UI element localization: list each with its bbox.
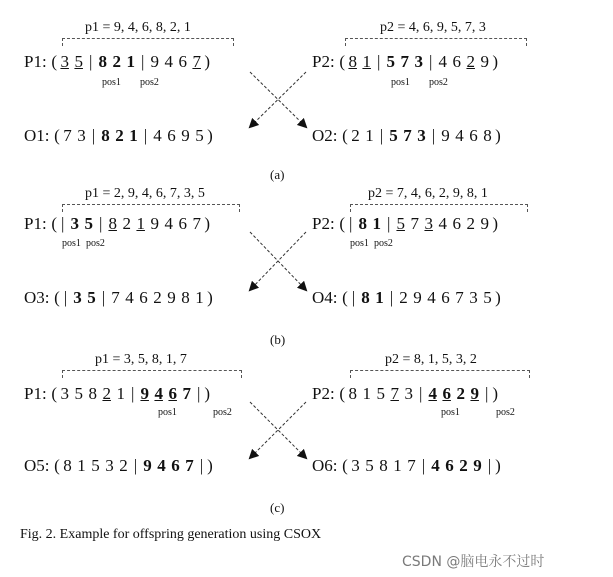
sequence-paren: ): [492, 214, 499, 233]
gene-token: 4: [164, 52, 173, 71]
gene-token: 7: [403, 126, 412, 145]
gene-token: 6: [442, 384, 451, 403]
p2-bracket-a: [345, 38, 527, 46]
gene-token: 7: [400, 52, 409, 71]
gene-token: 2: [112, 52, 121, 71]
cut-point-marker: |: [376, 52, 381, 71]
gene-token: 5: [74, 52, 83, 71]
gene-token: 7: [390, 384, 399, 403]
cut-point-marker: |: [348, 214, 353, 233]
gene-token: 3: [73, 288, 82, 307]
sequence-paren: (: [342, 288, 348, 307]
gene-token: 9: [167, 288, 176, 307]
row-p2-c: [312, 384, 499, 404]
gene-token: 4: [455, 126, 464, 145]
gene-token: 5: [483, 288, 492, 307]
gene-token: 6: [168, 384, 177, 403]
gene-token: 6: [469, 126, 478, 145]
gene-token: 3: [414, 52, 423, 71]
pos2-label-c-p1: pos2: [213, 407, 232, 418]
sequence-label: O6:: [312, 456, 338, 475]
gene-token: 9: [480, 52, 489, 71]
figure-caption: Fig. 2. Example for offspring generation using CSOX: [20, 527, 322, 542]
cut-point-marker: |: [88, 52, 93, 71]
gene-token: 2: [122, 214, 131, 233]
sequence-label: P2:: [312, 384, 335, 403]
sequence-label: P1:: [24, 52, 47, 71]
row-p1-c: [24, 384, 211, 404]
gene-token: 8: [181, 288, 190, 307]
row-p1-a: [24, 52, 211, 72]
cut-point-marker: |: [351, 288, 356, 307]
sequence-paren: ): [495, 126, 501, 145]
pos2-label-a-p1: pos2: [140, 77, 159, 88]
gene-token: 8: [348, 52, 357, 71]
p2-bracket-b: [350, 204, 528, 212]
gene-token: 1: [136, 214, 145, 233]
sequence-paren: ): [204, 52, 211, 71]
pos1-label-c-p2: pos1: [441, 407, 460, 418]
gene-token: 9: [473, 456, 482, 475]
gene-token: 1: [362, 52, 371, 71]
sequence-paren: ): [204, 384, 211, 403]
p1-bracket-a: [62, 38, 234, 46]
gene-token: 8: [101, 126, 110, 145]
gene-token: 8: [98, 52, 107, 71]
gene-token: 9: [150, 52, 159, 71]
sequence-paren: ): [207, 456, 213, 475]
row-o1-a: [24, 126, 214, 146]
gene-token: 3: [404, 384, 413, 403]
cut-point-marker: |: [418, 384, 423, 403]
gene-token: 6: [445, 456, 454, 475]
caption-b: (b): [270, 332, 286, 347]
gene-token: 3: [60, 52, 69, 71]
gene-token: 2: [456, 384, 465, 403]
gene-token: 2: [459, 456, 468, 475]
gene-token: 5: [74, 384, 83, 403]
cut-point-marker: |: [484, 384, 489, 403]
gene-token: 1: [195, 288, 204, 307]
gene-token: 5: [91, 456, 100, 475]
gene-token: 1: [362, 384, 371, 403]
gene-token: 2: [351, 126, 360, 145]
gene-token: 3: [417, 126, 426, 145]
sequence-paren: (: [54, 126, 60, 145]
gene-token: 4: [438, 214, 447, 233]
gene-token: 3: [424, 214, 433, 233]
p1-annotation-c: p1 = 3, 5, 8, 1, 7: [95, 352, 187, 367]
gene-token: 4: [427, 288, 436, 307]
gene-token: 5: [396, 214, 405, 233]
gene-token: 7: [410, 214, 419, 233]
gene-token: 8: [483, 126, 492, 145]
gene-token: 9: [413, 288, 422, 307]
gene-token: 5: [195, 126, 204, 145]
pos1-label-b-p2: pos1: [350, 238, 369, 249]
sequence-paren: ): [495, 288, 501, 307]
gene-token: 3: [351, 456, 360, 475]
sequence-label: O5:: [24, 456, 50, 475]
gene-token: 7: [192, 214, 201, 233]
row-o2-a: [312, 126, 502, 146]
caption-c: (c): [270, 500, 285, 515]
gene-token: 4: [125, 288, 134, 307]
gene-token: 5: [376, 384, 385, 403]
p1-annotation-b: p1 = 2, 9, 4, 6, 7, 3, 5: [85, 186, 205, 201]
gene-token: 5: [389, 126, 398, 145]
sequence-paren: ): [495, 456, 501, 475]
p2-annotation-c: p2 = 8, 1, 5, 3, 2: [385, 352, 477, 367]
gene-token: 2: [115, 126, 124, 145]
gene-token: 2: [153, 288, 162, 307]
gene-token: 9: [470, 384, 479, 403]
pos1-label-a-p1: pos1: [102, 77, 121, 88]
p1-annotation-a: p1 = 9, 4, 6, 8, 2, 1: [85, 20, 191, 35]
pos2-label-b-p1: pos2: [86, 238, 105, 249]
gene-token: 8: [358, 214, 367, 233]
row-o4-b: [312, 288, 502, 308]
cut-point-marker: |: [196, 384, 201, 403]
cut-point-marker: |: [143, 126, 148, 145]
gene-token: 1: [126, 52, 135, 71]
sequence-paren: (: [342, 456, 348, 475]
pos2-label-b-p2: pos2: [374, 238, 393, 249]
cut-point-marker: |: [428, 52, 433, 71]
sequence-label: P2:: [312, 52, 335, 71]
gene-token: 5: [87, 288, 96, 307]
p1-bracket-b: [62, 204, 240, 212]
gene-token: 1: [372, 214, 381, 233]
gene-token: 8: [379, 456, 388, 475]
gene-token: 3: [469, 288, 478, 307]
sequence-label: P1:: [24, 384, 47, 403]
gene-token: 4: [164, 214, 173, 233]
gene-token: 9: [140, 384, 149, 403]
cut-point-marker: |: [140, 52, 145, 71]
gene-token: 2: [466, 52, 475, 71]
sequence-paren: (: [54, 288, 60, 307]
sequence-label: P1:: [24, 214, 47, 233]
gene-token: 7: [182, 384, 191, 403]
cut-point-marker: |: [60, 214, 65, 233]
gene-token: 2: [399, 288, 408, 307]
gene-token: 4: [431, 456, 440, 475]
pos2-label-a-p2: pos2: [429, 77, 448, 88]
gene-token: 7: [63, 126, 72, 145]
sequence-paren: ): [492, 384, 499, 403]
watermark: CSDN @脑电永不过时: [402, 554, 545, 570]
sequence-paren: (: [342, 126, 348, 145]
pos2-label-c-p2: pos2: [496, 407, 515, 418]
sequence-paren: ): [204, 214, 211, 233]
gene-token: 3: [60, 384, 69, 403]
gene-token: 8: [63, 456, 72, 475]
gene-token: 6: [167, 126, 176, 145]
gene-token: 6: [452, 52, 461, 71]
gene-token: 8: [88, 384, 97, 403]
sequence-paren: (: [54, 456, 60, 475]
p2-annotation-a: p2 = 4, 6, 9, 5, 7, 3: [380, 20, 486, 35]
gene-token: 5: [84, 214, 93, 233]
gene-token: 7: [111, 288, 120, 307]
pos1-label-c-p1: pos1: [158, 407, 177, 418]
gene-token: 1: [375, 288, 384, 307]
sequence-paren: (: [339, 52, 346, 71]
row-p2-a: [312, 52, 499, 72]
gene-token: 9: [480, 214, 489, 233]
sequence-paren: ): [207, 288, 213, 307]
sequence-paren: (: [51, 384, 58, 403]
cut-point-marker: |: [199, 456, 204, 475]
gene-token: 6: [139, 288, 148, 307]
gene-token: 2: [119, 456, 128, 475]
gene-token: 4: [154, 384, 163, 403]
cut-point-marker: |: [421, 456, 426, 475]
gene-token: 8: [108, 214, 117, 233]
cut-point-marker: |: [91, 126, 96, 145]
sequence-paren: (: [51, 52, 58, 71]
gene-token: 1: [77, 456, 86, 475]
gene-token: 1: [116, 384, 125, 403]
row-o3-b: [24, 288, 214, 308]
gene-token: 1: [129, 126, 138, 145]
cut-point-marker: |: [389, 288, 394, 307]
gene-token: 7: [407, 456, 416, 475]
cut-point-marker: |: [487, 456, 492, 475]
sequence-paren: (: [339, 384, 346, 403]
gene-token: 9: [441, 126, 450, 145]
gene-token: 5: [365, 456, 374, 475]
gene-token: 6: [441, 288, 450, 307]
gene-token: 6: [171, 456, 180, 475]
sequence-paren: ): [207, 126, 213, 145]
gene-token: 9: [143, 456, 152, 475]
cut-point-marker: |: [386, 214, 391, 233]
gene-token: 7: [192, 52, 201, 71]
gene-token: 4: [428, 384, 437, 403]
p2-bracket-c: [350, 370, 530, 378]
pos1-label-a-p2: pos1: [391, 77, 410, 88]
sequence-paren: (: [339, 214, 346, 233]
gene-token: 3: [70, 214, 79, 233]
gene-token: 2: [466, 214, 475, 233]
p1-bracket-c: [62, 370, 242, 378]
sequence-paren: ): [492, 52, 499, 71]
gene-token: 2: [102, 384, 111, 403]
gene-token: 6: [178, 52, 187, 71]
gene-token: 4: [438, 52, 447, 71]
gene-token: 7: [185, 456, 194, 475]
gene-token: 1: [393, 456, 402, 475]
sequence-label: P2:: [312, 214, 335, 233]
row-p1-b: [24, 214, 211, 234]
row-o5-c: [24, 456, 214, 476]
pos1-label-b-p1: pos1: [62, 238, 81, 249]
sequence-paren: (: [51, 214, 58, 233]
cut-point-marker: |: [133, 456, 138, 475]
gene-token: 3: [77, 126, 86, 145]
cut-point-marker: |: [130, 384, 135, 403]
cut-point-marker: |: [98, 214, 103, 233]
gene-token: 7: [455, 288, 464, 307]
sequence-label: O3:: [24, 288, 50, 307]
cut-point-marker: |: [431, 126, 436, 145]
gene-token: 5: [386, 52, 395, 71]
gene-token: 6: [178, 214, 187, 233]
gene-token: 3: [105, 456, 114, 475]
row-p2-b: [312, 214, 499, 234]
cut-point-marker: |: [379, 126, 384, 145]
gene-token: 6: [452, 214, 461, 233]
gene-token: 8: [361, 288, 370, 307]
gene-token: 9: [150, 214, 159, 233]
gene-token: 4: [153, 126, 162, 145]
sequence-label: O1:: [24, 126, 50, 145]
gene-token: 4: [157, 456, 166, 475]
caption-a: (a): [270, 167, 285, 182]
row-o6-c: [312, 456, 502, 476]
cut-point-marker: |: [101, 288, 106, 307]
p2-annotation-b: p2 = 7, 4, 6, 2, 9, 8, 1: [368, 186, 488, 201]
gene-token: 8: [348, 384, 357, 403]
gene-token: 9: [181, 126, 190, 145]
cut-point-marker: |: [63, 288, 68, 307]
gene-token: 1: [365, 126, 374, 145]
sequence-label: O2:: [312, 126, 338, 145]
sequence-label: O4:: [312, 288, 338, 307]
